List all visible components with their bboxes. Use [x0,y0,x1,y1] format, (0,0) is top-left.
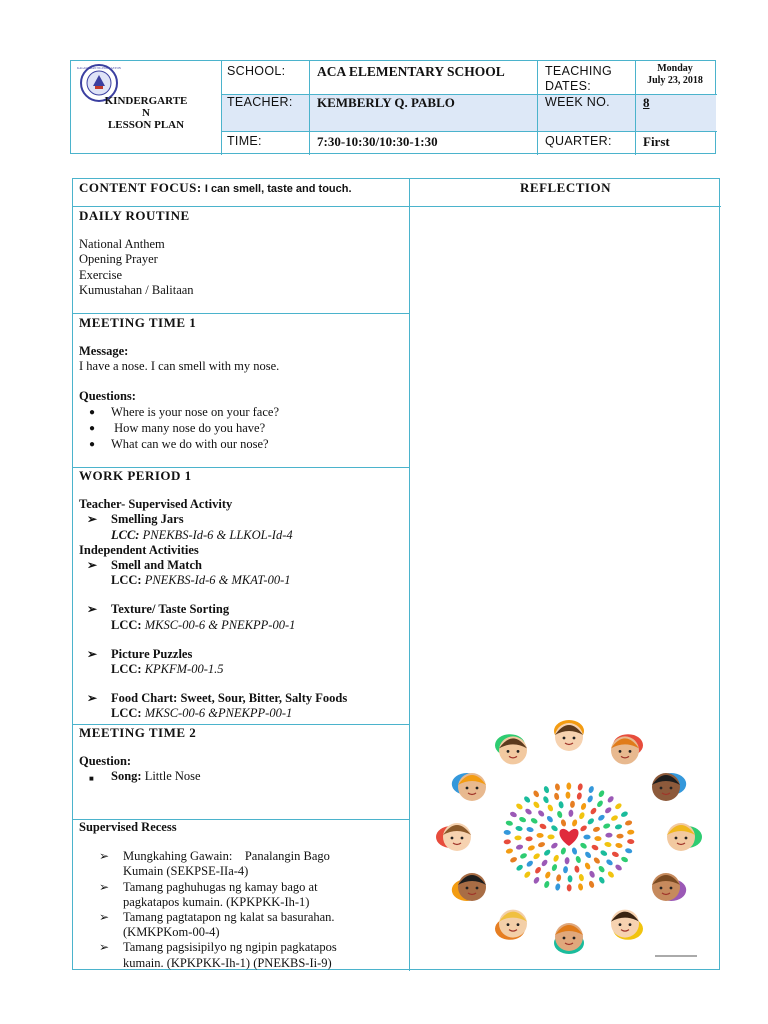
child-eye [670,887,673,890]
child-eye [466,787,469,790]
time-value: 7:30-10:30/10:30-1:30 [317,134,438,149]
arrow-bullet-icon: ➢ [99,879,110,894]
hand-print [563,866,568,874]
lesson-plan-table [72,178,720,970]
hand-print [560,847,567,855]
child-eye [629,923,632,926]
activity-item: ➢ Smell and Match [87,558,202,573]
hand-print [571,847,578,855]
hand-print [614,863,623,871]
child-eye [573,937,576,940]
arrow-bullet-icon: ➢ [99,849,110,864]
teaching-date: Monday July 23, 2018 [647,63,703,86]
hand-print [578,873,584,881]
hand-print [525,836,532,841]
arrow-bullet-icon: ➢ [87,691,98,706]
caption-mark [655,955,697,957]
hand-print [588,880,595,888]
hand-print [568,875,573,882]
hand-print [539,823,548,830]
hand-print [550,824,559,832]
child-eye [619,923,622,926]
message-label: Message: [79,344,129,359]
child-eye [476,887,479,890]
child-eye [660,887,663,890]
hand-print [614,824,622,830]
content-focus-label: CONTENT FOCUS: [79,180,202,195]
hand-print [577,783,583,791]
question-item: ● How many nose do you have? [89,421,266,436]
child-eye [660,787,663,790]
hand-print [567,884,572,891]
hand-print [533,876,541,885]
hand-print [555,883,561,891]
hand-print [576,792,582,800]
routine-item: Exercise [79,267,123,282]
questions-label: Questions: [79,388,136,403]
hand-print [534,866,542,875]
hand-print [543,848,552,856]
hand-print [540,859,548,868]
message-text: I have a nose. I can smell with my nose. [79,359,280,374]
hand-print [503,830,511,835]
recess-item: ➢ Tamang pagtatapon ng kalat sa basurahan. (KMKPKom-00-4) [99,910,335,940]
hand-print [556,874,562,882]
hand-print [532,801,540,810]
hand-print [594,836,602,841]
child-eye [507,750,510,753]
hand-print [598,876,606,885]
hand-print [523,795,531,804]
hand-print [620,856,629,863]
hand-print [611,851,620,858]
hand-print [627,839,635,844]
arrow-bullet-icon: ➢ [99,910,110,925]
smelling-jars-lcc: LCC: PNEKBS-Id-6 & LLKOL-Id-4 [111,527,293,542]
hand-print [547,835,554,840]
school-label: SCHOOL: [227,64,286,78]
child-eye [466,887,469,890]
recess-item: ➢ Tamang pagsisipilyo ng ngipin pagkatapos kumain. (KPKPKK-Ih-1) (PNEKBS-Ii-9) [99,940,337,970]
hand-print [505,848,513,855]
hand-print [607,870,615,879]
hand-print [580,802,587,810]
hand-print [551,863,558,871]
teaching-dates-label: TEACHING DATES: [545,64,612,93]
square-bullet-icon: ■ [89,774,94,784]
hand-print [599,849,608,857]
arrow-bullet-icon: ➢ [87,602,98,617]
seal-text: KAGAWARAN NG EDUKASYON [77,66,121,70]
arrow-bullet-icon: ➢ [87,646,98,661]
hand-print [547,804,555,813]
hand-print [537,809,545,818]
hand-print [574,865,580,873]
hand-print [525,860,534,868]
question-label: Question: [79,754,132,769]
hand-print [605,833,612,838]
hand-print [625,847,633,854]
hand-print [515,825,523,831]
hand-print [544,871,551,880]
supervised-recess-section [79,820,405,971]
hand-print [587,795,594,804]
hand-print [515,802,524,810]
time-label: TIME: [227,134,262,148]
daily-routine-title: DAILY ROUTINE [79,208,190,223]
hand-print [605,858,614,866]
hand-print [606,795,614,804]
meeting-time-1-title: MEETING TIME 1 [79,315,197,330]
hand-print [554,783,560,791]
header-row-shade [222,94,716,131]
hand-print [530,817,539,825]
meeting-time-2-title: MEETING TIME 2 [79,725,197,740]
question-item: ● Where is your nose on your face? [89,404,279,419]
activity-item: ➢ Texture/ Taste Sorting [87,602,230,617]
hand-print [592,826,600,833]
hand-print [570,801,575,809]
hand-print [593,856,601,865]
week-label: WEEK NO. [545,95,610,109]
routine-item: Kumustahan / Balitaan [79,282,194,297]
kindergarten-title: KINDERGARTE N LESSON PLAN [104,95,188,131]
hand-print [616,834,623,839]
hand-print [519,852,528,860]
meeting-time-1-section [79,315,405,452]
hand-print [514,835,521,840]
child-eye [670,787,673,790]
routine-item: Opening Prayer [79,252,158,267]
reflection-title: REFLECTION [520,180,611,195]
activity-lcc: LCC: MKSC-00-6 &PNEKPP-00-1 [111,706,293,721]
activity-lcc: LCC: KPKFM-00-1.5 [111,662,224,677]
hand-print [537,841,545,848]
hand-print [518,816,527,823]
hand-print [588,785,595,793]
child-eye [563,737,566,740]
child-eye [573,737,576,740]
hand-print [565,792,570,799]
hand-print [584,862,592,871]
hand-print [604,841,612,847]
content-focus [79,180,352,197]
hand-print [615,842,623,848]
bullet-icon: ● [89,439,96,451]
child-eye [517,923,520,926]
bullet-icon: ● [89,423,96,435]
child-eye [461,837,464,840]
song-item: ■ Song: Little Nose [79,769,405,784]
hand-print [515,864,524,872]
hand-print [578,883,584,891]
hand-print [564,857,569,865]
activity-lcc: LCC: MKSC-00-6 & PNEKPP-00-1 [111,617,296,632]
hand-print [509,811,518,818]
child-eye [476,787,479,790]
hand-print [587,817,596,825]
teacher-value: KEMBERLY Q. PABLO [317,95,455,110]
child-eye [451,837,454,840]
hand-print [610,814,619,822]
child-eye [619,750,622,753]
routine-item: National Anthem [79,237,165,252]
hand-print [509,856,518,864]
content-focus-value: I can smell, taste and touch. [204,183,352,195]
arrow-bullet-icon: ➢ [87,558,98,573]
supervised-recess-title: Supervised Recess [79,820,177,834]
hand-print [596,799,604,808]
child-eye [507,923,510,926]
work-period-1-title: WORK PERIOD 1 [79,468,192,483]
hand-print [579,824,588,832]
hand-print [552,854,559,863]
child-eye [563,937,566,940]
hand-print [602,823,610,830]
hand-print [566,783,571,790]
hand-print [588,870,596,879]
hand-print [583,835,590,840]
hand-print [584,851,592,860]
hand-print [579,842,588,850]
heart-icon [559,829,578,846]
hand-print [532,852,541,860]
hand-print [620,810,629,818]
question-item: ● What can we do with our nose? [89,437,269,452]
hand-print [532,790,540,799]
arrow-bullet-icon: ➢ [99,940,110,955]
hand-print [546,815,554,824]
hand-print [578,811,585,820]
hand-print [543,785,550,793]
child-eye [629,750,632,753]
work-period-1-section [79,468,405,722]
child-eye [685,837,688,840]
quarter-label: QUARTER: [545,134,612,148]
hand-print [591,844,600,851]
hand-print [568,810,573,818]
hand-print [556,810,563,818]
hand-print [536,833,544,838]
hand-print [558,801,564,809]
hand-print [515,844,523,850]
hand-print [524,808,533,816]
arrow-bullet-icon: ➢ [87,512,98,527]
bullet-icon: ● [89,406,96,418]
hand-print [575,855,582,863]
hand-print [614,802,623,810]
daily-routine-section [79,208,194,298]
teacher-label: TEACHER: [227,95,293,109]
header-table [70,60,716,154]
child-eye [675,837,678,840]
children-circle-illustration [423,709,715,967]
week-value: 8 [643,95,650,110]
child-eye [517,750,520,753]
hand-print [553,792,559,800]
hand-print [597,814,606,822]
hand-print [598,789,606,798]
hand-print [527,845,535,852]
hand-print [543,880,550,888]
hand-print [604,806,613,814]
activity-lcc: LCC: PNEKBS-Id-6 & MKAT-00-1 [111,573,291,588]
independent-label: Independent Activities [79,542,199,557]
hand-print [523,870,531,879]
hand-print [505,820,513,827]
hand-print [542,795,550,804]
school-value: ACA ELEMENTARY SCHOOL [317,64,505,79]
smelling-jars-item: ➢ Smelling Jars [87,512,184,527]
hand-print [627,829,635,834]
hand-print [550,842,559,850]
hand-print [597,865,605,874]
activity-item: ➢ Food Chart: Sweet, Sour, Bitter, Salty Foods [87,691,348,706]
hand-print [560,819,567,827]
hand-print [589,807,597,816]
hand-print [624,820,632,827]
hand-print [503,839,511,844]
hand-print [526,826,534,832]
recess-item: ➢ Tamang paghuhugas ng kamay bago at pagkatapos kumain. (KPKPKK-Ih-1) [99,879,318,909]
quarter-value: First [643,134,670,149]
teacher-supervised-label: Teacher- Supervised Activity [79,497,233,512]
recess-item: ➢ Mungkahing Gawain: Panalangin Bago Kumain (SEKPSE-IIa-4) [99,849,330,879]
meeting-time-2-section [79,725,405,785]
activity-item: ➢ Picture Puzzles [87,646,193,661]
hand-print [571,819,578,827]
